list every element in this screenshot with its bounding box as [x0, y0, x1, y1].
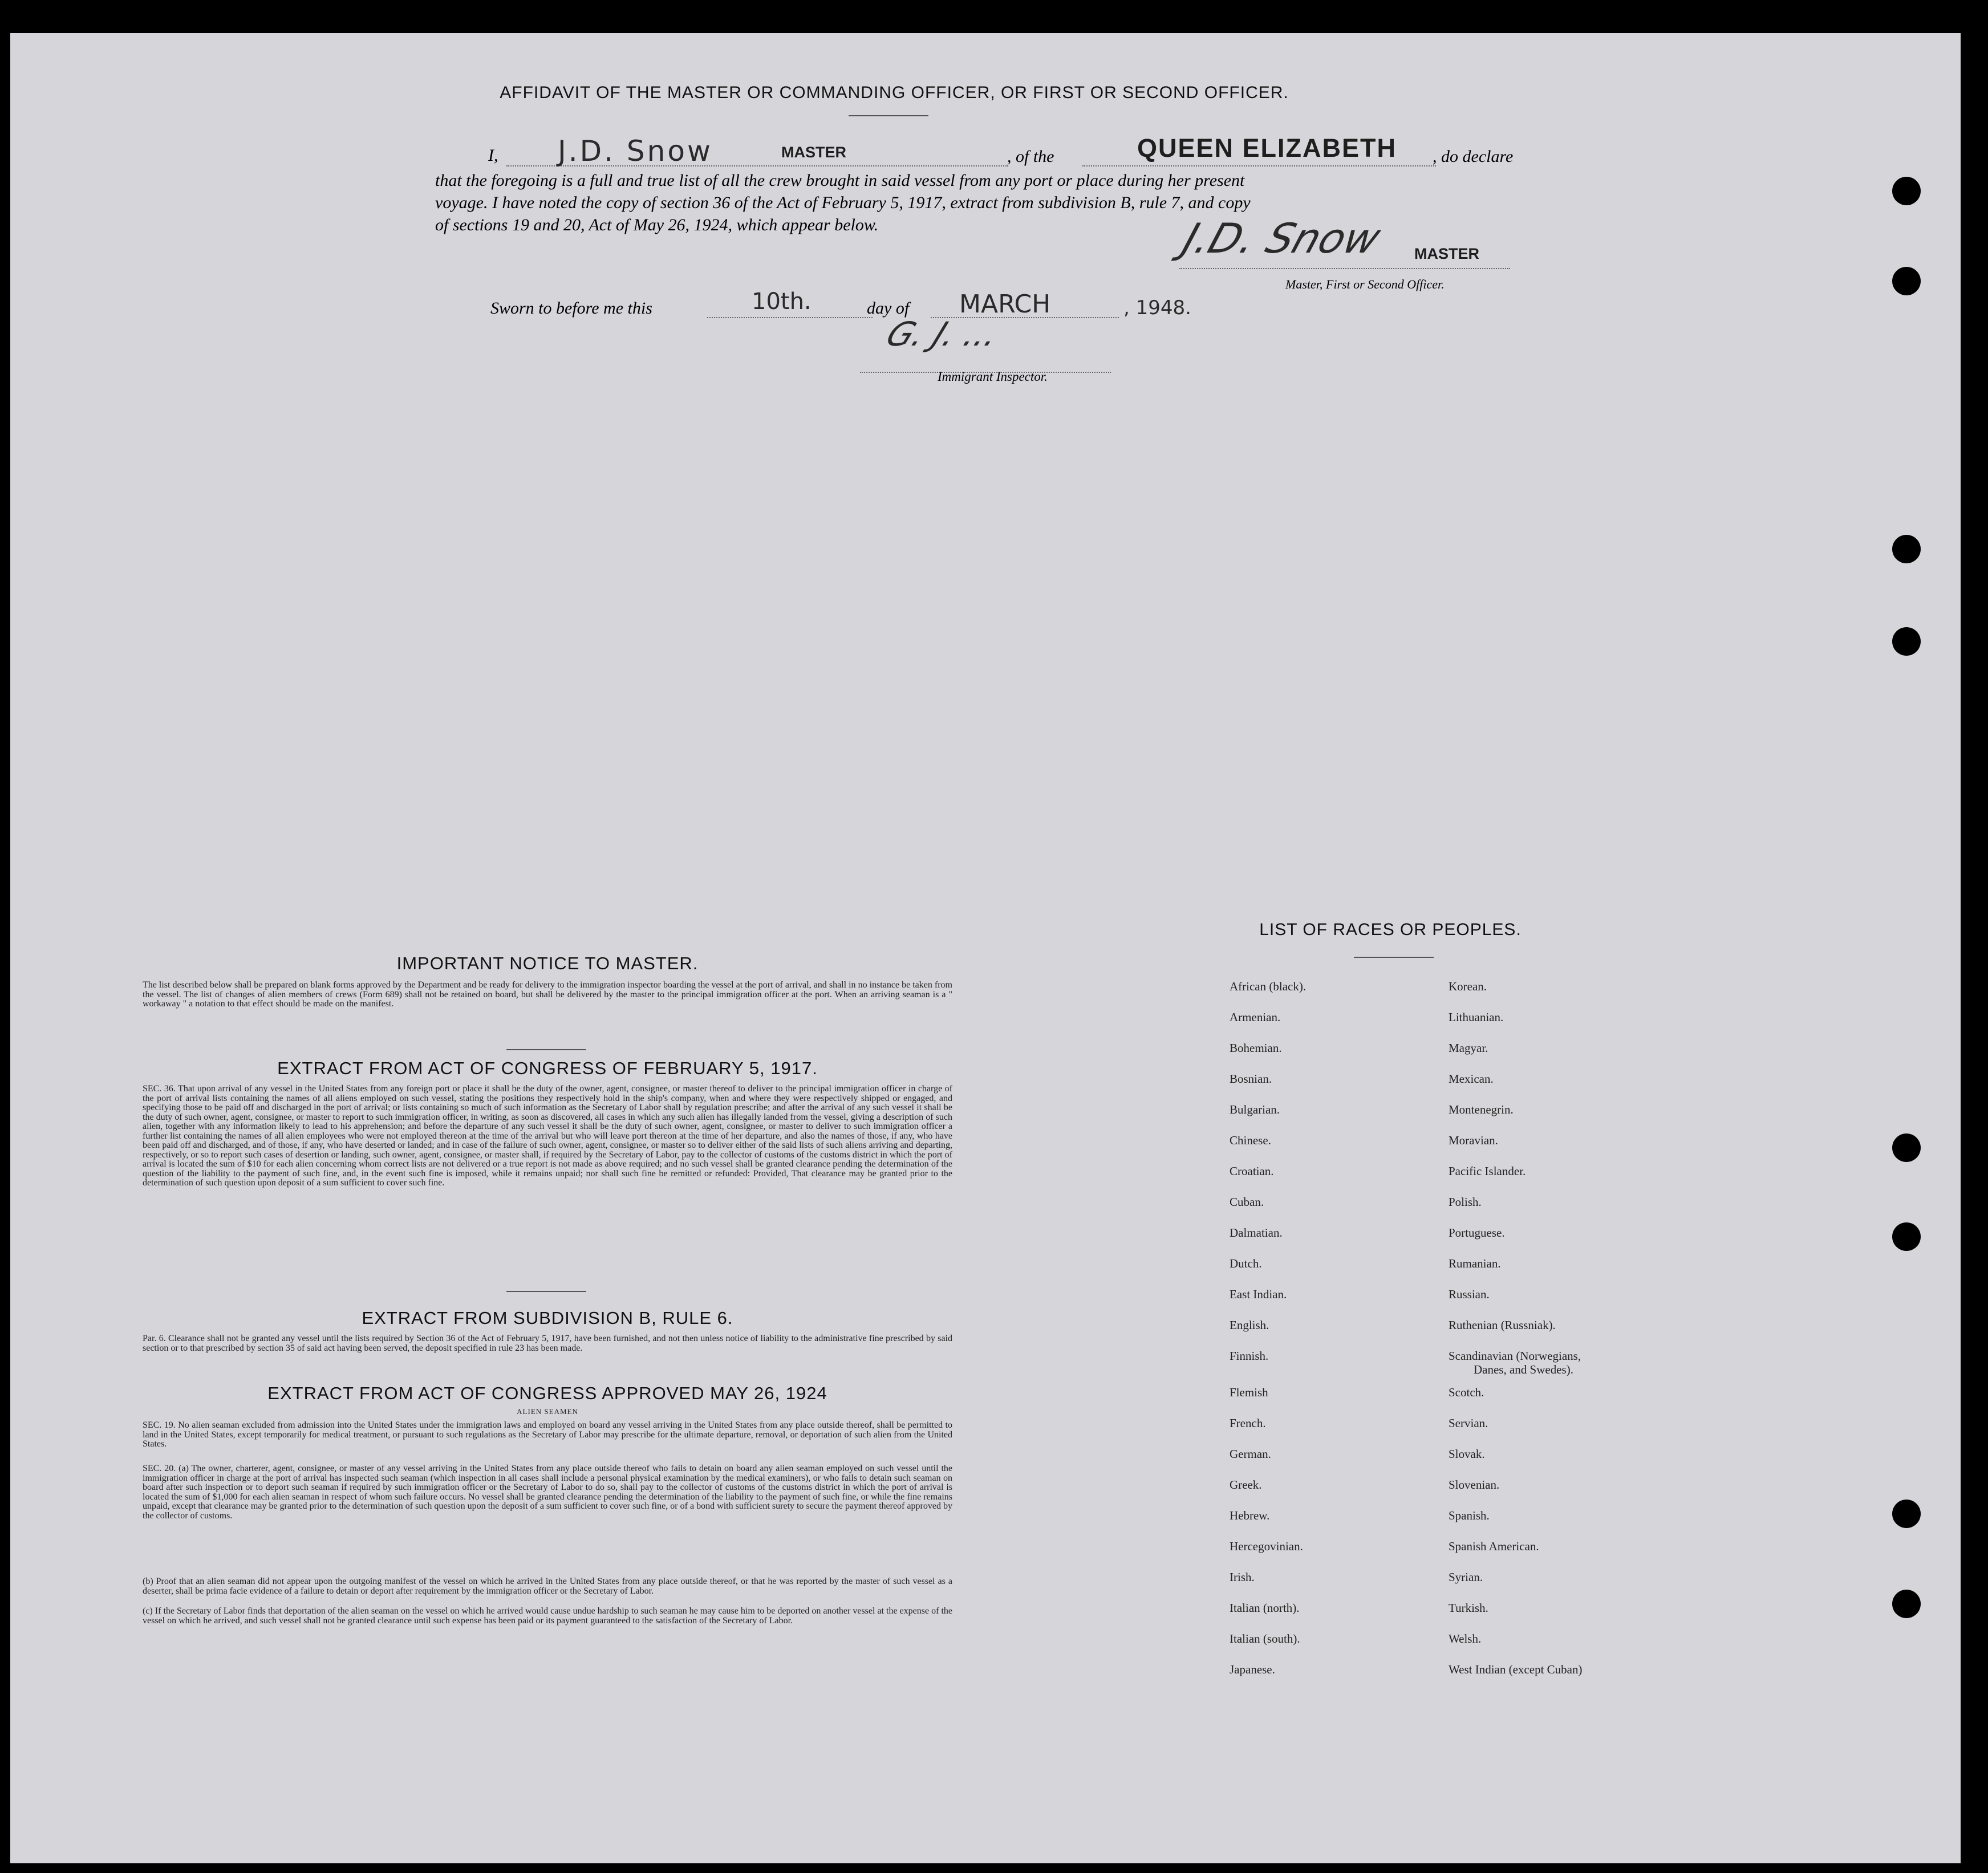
- punch-hole: [1892, 627, 1921, 656]
- extract-1917-text: SEC. 36. That upon arrival of any vessel in the United States from any foreign port or place it shall be the duty of the owner, agent, consignee, or master thereof to deliver to the principal immigration officer in charge of the port of arrival lists containing the names of all aliens employed on such vessel, stating the positions they respectively hold in the ship's company, when and where they were respectively shipped or engaged, and specifying those to be paid off and discharged in the port of arrival; or lists containing so much of such information as the Secretary of Labor shall by regulation prescribe; and after the arrival of any such vessel it shall be the duty of such owner, agent, consignee, or master to report to such immigration officer, in writing, as soon as discovered, all cases in which any such alien has illegally landed from the vessel, giving a description of such alien, together with any information likely to lead to his apprehension; and before the departure of any such vessel it shall be the duty of such owner, agent, consignee, or master to deliver to such immigration officer a further list containing the names of all alien employees who were not employed thereon at the time of the arrival but who will leave port thereon at the time of her departure, and also the names of those, if any, who have been paid off and discharged, and of those, if any, who have deserted or landed; and in case of the failure of such owner, agent, consignee, or master so to deliver either of the said lists of such aliens arriving and departing, respectively, or so to report such cases of desertion or landing, such owner, agent, consignee, or master shall, if required by the Secretary of Labor, pay to the collector of customs of the customs district in which the port of arrival is located the sum of $10 for each alien concerning whom correct lists are not delivered or a true report is not made as above required; and no such vessel shall be granted clearance pending the determination of the question of the liability to the payment of such fine, and, in the event such fine is imposed, while it remains unpaid; nor shall such fine be remitted or refunded: Provided, That clearance may be granted prior to the determination of such question upon deposit of a sum sufficient to cover such fine.: [143, 1084, 952, 1188]
- race-entry: Spanish.: [1449, 1509, 1490, 1522]
- punch-hole: [1892, 1222, 1921, 1251]
- day-blank: [707, 317, 873, 318]
- extract-rule6-title: EXTRACT FROM SUBDIVISION B, RULE 6.: [362, 1308, 733, 1328]
- race-entry: Scotch.: [1449, 1386, 1484, 1399]
- races-title: LIST OF RACES OR PEOPLES.: [1259, 920, 1522, 939]
- master-name-handwritten: J.D. Snow: [558, 135, 713, 168]
- vessel-name-stamp: QUEEN ELIZABETH: [1137, 133, 1397, 162]
- race-entry: Hebrew.: [1230, 1509, 1270, 1522]
- race-entry: Turkish.: [1449, 1601, 1488, 1615]
- race-entry: Croatian.: [1230, 1164, 1274, 1178]
- extract-1924-sec20b: (b) Proof that an alien seaman did not appear upon the outgoing manifest of the vessel on which he arrived in the United States from any place outside thereof, or that he was reported by the master of such vessel as a deserter, shall be prima facie evidence of a failure to detain or deport after requirement by the immigration officer or the Secretary of Labor.: [143, 1577, 952, 1596]
- race-entry: Scandinavian (Norwegians,: [1449, 1349, 1581, 1363]
- race-entry: English.: [1230, 1318, 1269, 1332]
- inspector-signature: G. J. ...: [881, 315, 1005, 354]
- day-handwritten: 10th.: [752, 289, 812, 315]
- race-entry: Italian (north).: [1230, 1601, 1300, 1615]
- notice-text: The list described below shall be prepared on blank forms approved by the Department and be ready for delivery to the immigration inspector boarding the vessel at the port of arrival, and shall in no instance be taken from the vessel. The list of changes of alien members of crews (Form 689) shall not be retained on board, but shall be delivered by the master to the principal immigration officer at the port. When an arriving seaman is a " workaway " a notation to that effect should be made on the manifest.: [143, 980, 952, 1009]
- race-entry: Russian.: [1449, 1287, 1490, 1301]
- race-entry: Slovak.: [1449, 1447, 1485, 1461]
- punch-hole: [1892, 1590, 1921, 1618]
- race-entry-continuation: Danes, and Swedes).: [1474, 1363, 1573, 1376]
- signature-line: [1179, 268, 1510, 269]
- race-entry: Montenegrin.: [1449, 1103, 1514, 1116]
- race-entry: Armenian.: [1230, 1010, 1281, 1024]
- race-entry: Rumanian.: [1449, 1257, 1501, 1270]
- race-entry: German.: [1230, 1447, 1271, 1461]
- affidavit-body-line: voyage. I have noted the copy of section 36 of the Act of February 5, 1917, extract from subdivision B, rule 7, and copy: [435, 193, 1251, 212]
- race-entry: Ruthenian (Russniak).: [1449, 1318, 1556, 1332]
- race-entry: Irish.: [1230, 1570, 1255, 1584]
- document-page: [10, 33, 1961, 1863]
- race-entry: Korean.: [1449, 980, 1487, 993]
- of-the-label: , of the: [1007, 147, 1054, 166]
- race-entry: Chinese.: [1230, 1133, 1271, 1147]
- extract-1924-sec20c: (c) If the Secretary of Labor finds that deportation of the alien seaman on the vessel on which he arrived would cause undue hardship to such seaman he may cause him to be deported on another vessel at the expense of the vessel on which he arrived, and such vessel shall not be granted clearance until such expense has been paid or its payment guaranteed to the satisfaction of the Secretary of Labor.: [143, 1606, 952, 1626]
- do-declare-label: , do declare: [1433, 147, 1514, 166]
- extract-1924-sec19: SEC. 19. No alien seaman excluded from admission into the United States under the immigration laws and employed on board any vessel arriving in the United States from any place outside thereof, shall be permitted to land in the United States, except temporarily for medical treatment, or pursuant to such regulations as the Secretary of Labor may prescribe for the ultimate departure, removal, or deportation of such alien from the United States.: [143, 1420, 952, 1449]
- race-entry: Japanese.: [1230, 1663, 1275, 1676]
- signature-caption: Master, First or Second Officer.: [1285, 277, 1445, 291]
- day-of-label: day of: [867, 299, 910, 318]
- race-entry: Servian.: [1449, 1416, 1488, 1430]
- inspector-caption: Immigrant Inspector.: [938, 369, 1048, 384]
- race-entry: Finnish.: [1230, 1349, 1269, 1363]
- punch-hole: [1892, 267, 1921, 295]
- race-entry: Bohemian.: [1230, 1041, 1282, 1055]
- race-entry: Syrian.: [1449, 1570, 1483, 1584]
- race-entry: Moravian.: [1449, 1133, 1498, 1147]
- extract-1924-title: EXTRACT FROM ACT OF CONGRESS APPROVED MAY 26, 1924: [267, 1383, 827, 1403]
- i-label: I,: [488, 146, 498, 165]
- race-entry: Hercegovinian.: [1230, 1539, 1303, 1553]
- race-entry: Dalmatian.: [1230, 1226, 1283, 1240]
- year-value: , 1948.: [1123, 296, 1191, 319]
- extract-rule6-text: Par. 6. Clearance shall not be granted any vessel until the lists required by Section 36 of the Act of February 5, 1917, have been furnished, and not then unless notice of liability to the administrative fine prescribed by said section or to that prescribed by section 35 of said act having been served, the deposit specified in rule 23 has been made.: [143, 1334, 952, 1353]
- race-entry: Cuban.: [1230, 1195, 1264, 1209]
- race-entry: Flemish: [1230, 1386, 1268, 1399]
- rank-stamp: MASTER: [781, 144, 846, 161]
- race-entry: Magyar.: [1449, 1041, 1488, 1055]
- section-divider: [506, 1291, 586, 1292]
- punch-hole: [1892, 177, 1921, 205]
- race-entry: Italian (south).: [1230, 1632, 1300, 1646]
- affidavit-title: AFFIDAVIT OF THE MASTER OR COMMANDING OFFICER, OR FIRST OR SECOND OFFICER.: [500, 83, 1289, 102]
- race-entry: Bulgarian.: [1230, 1103, 1280, 1116]
- race-entry: African (black).: [1230, 980, 1307, 993]
- race-entry: Bosnian.: [1230, 1072, 1272, 1086]
- race-entry: Mexican.: [1449, 1072, 1494, 1086]
- race-entry: Polish.: [1449, 1195, 1482, 1209]
- race-entry: French.: [1230, 1416, 1266, 1430]
- race-entry: Welsh.: [1449, 1632, 1482, 1646]
- race-entry: Portuguese.: [1449, 1226, 1505, 1240]
- vessel-blank: [1082, 165, 1436, 166]
- race-entry: East Indian.: [1230, 1287, 1287, 1301]
- punch-hole: [1892, 535, 1921, 563]
- race-entry: Greek.: [1230, 1478, 1262, 1492]
- month-handwritten: MARCH: [959, 290, 1051, 319]
- punch-hole: [1892, 1133, 1921, 1162]
- race-entry: Slovenian.: [1449, 1478, 1500, 1492]
- races-divider: [1354, 957, 1434, 958]
- affidavit-body-line: of sections 19 and 20, Act of May 26, 1924, which appear below.: [435, 216, 879, 234]
- race-entry: Lithuanian.: [1449, 1010, 1504, 1024]
- signature-rank-stamp: MASTER: [1414, 245, 1479, 262]
- race-entry: Dutch.: [1230, 1257, 1262, 1270]
- race-entry: Pacific Islander.: [1449, 1164, 1526, 1178]
- sworn-label: Sworn to before me this: [490, 299, 652, 318]
- title-divider: [849, 115, 928, 116]
- notice-title: IMPORTANT NOTICE TO MASTER.: [396, 953, 699, 973]
- punch-hole: [1892, 1500, 1921, 1528]
- race-entry: Spanish American.: [1449, 1539, 1539, 1553]
- extract-1924-subtitle: ALIEN SEAMEN: [517, 1407, 578, 1416]
- affidavit-body-line: that the foregoing is a full and true list of all the crew brought in said vessel from any port or place during her present: [435, 171, 1245, 190]
- extract-1917-title: EXTRACT FROM ACT OF CONGRESS OF FEBRUARY 5, 1917.: [277, 1058, 818, 1078]
- race-entry: West Indian (except Cuban): [1449, 1663, 1583, 1676]
- section-divider: [506, 1049, 586, 1050]
- extract-1924-sec20a: SEC. 20. (a) The owner, charterer, agent, consignee, or master of any vessel arriving in the United States from any place outside thereof who fails to detain on board any alien seaman employed on such vessel until the immigration officer in charge at the port of arrival has inspected such seaman (which inspection in all cases shall include a personal physical examination by the medical examiners), or who fails to detain such seaman on board after such inspection or to deport such seaman if required by such immigration officer or the Secretary of Labor to do so, shall pay to the collector of customs of the customs district in which the port of arrival is located the sum of $1,000 for each alien seaman in respect of whom such failure occurs. No vessel shall be granted clearance pending the determination of the liability to the payment of such fine, or while the fine remains unpaid, except that clearance may be granted prior to the determination of such question upon the deposit of a sum sufficient to cover such fine, or of a bond with sufficient surety to secure the payment thereof approved by the collector of customs.: [143, 1464, 952, 1521]
- master-signature: J.D. Snow: [1177, 214, 1387, 262]
